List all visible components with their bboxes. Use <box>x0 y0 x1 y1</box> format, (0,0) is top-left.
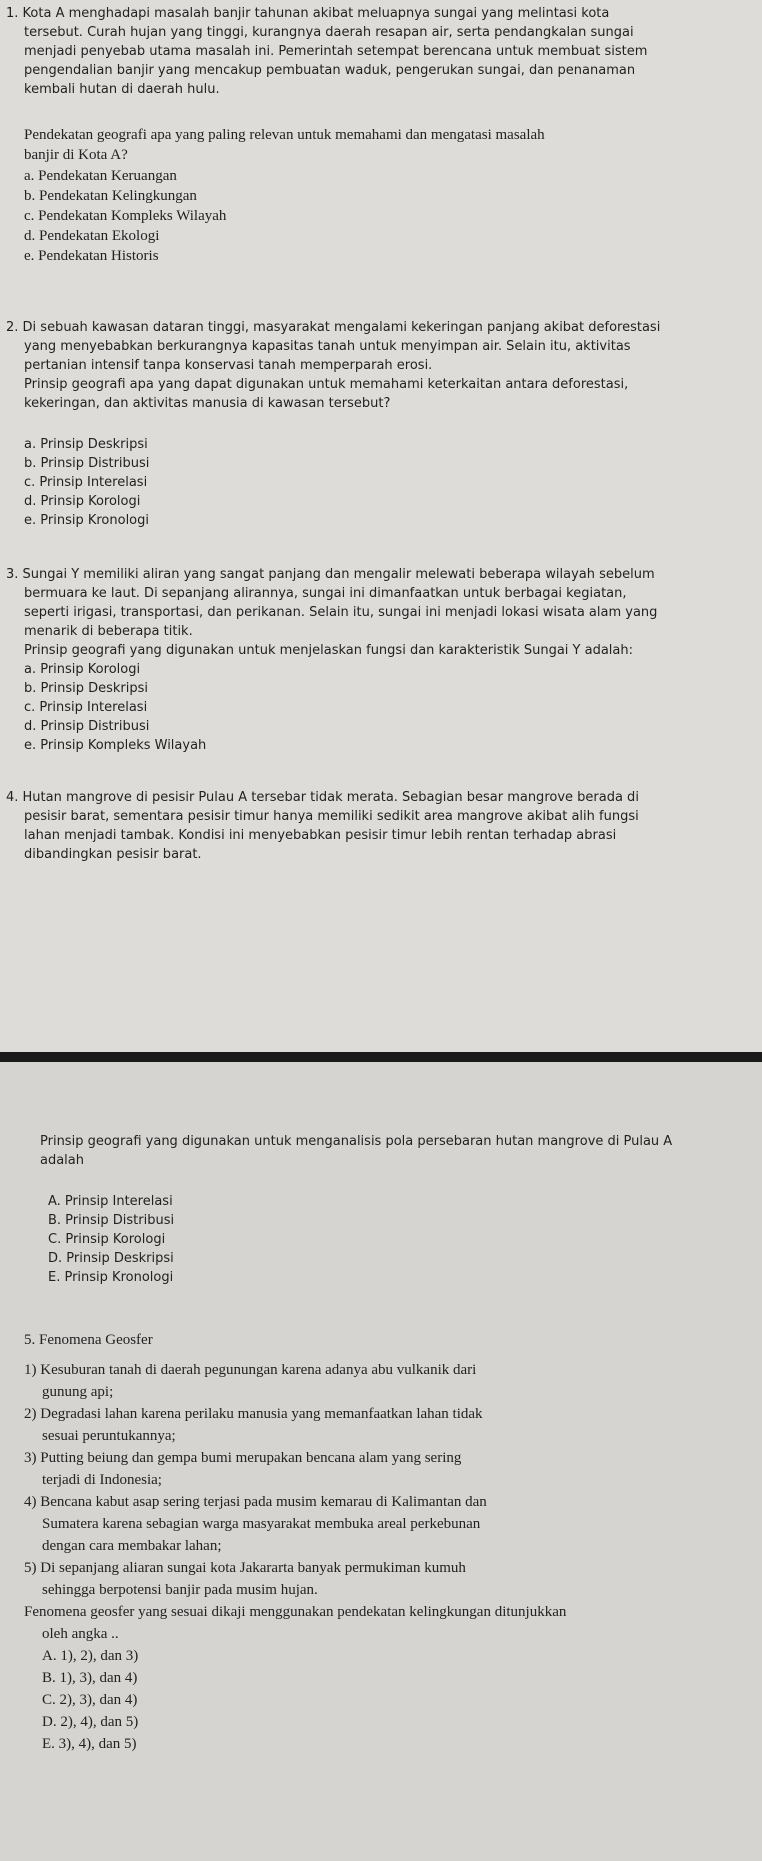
q4-line: 4. Hutan mangrove di pesisir Pulau A tersebar tidak merata. Sebagian besar mangrove berada di <box>6 790 639 805</box>
q5-line: sehingga berpotensi banjir pada musim hujan. <box>42 1582 318 1598</box>
q2-option-a[interactable]: a. Prinsip Deskripsi <box>24 437 148 452</box>
q5-option-e[interactable]: E. 3), 4), dan 5) <box>42 1736 137 1752</box>
q5-line: 5) Di sepanjang aliaran sungai kota Jakararta banyak permukiman kumuh <box>24 1560 466 1576</box>
q5-line: gunung api; <box>42 1384 114 1400</box>
q4-line: dibandingkan pesisir barat. <box>24 847 202 862</box>
q4-line: pesisir barat, sementara pesisir timur hanya memiliki sedikit area mangrove akibat alih fungsi <box>24 809 639 824</box>
q3-line: 3. Sungai Y memiliki aliran yang sangat panjang dan mengalir melewati beberapa wilayah sebelum <box>6 567 655 582</box>
q4-line: lahan menjadi tambak. Kondisi ini menyebabkan pesisir timur lebih rentan terhadap abrasi <box>24 828 617 843</box>
q4-question-line: adalah <box>40 1153 85 1168</box>
q5-option-d[interactable]: D. 2), 4), dan 5) <box>42 1714 139 1730</box>
q4-option-d[interactable]: D. Prinsip Deskripsi <box>48 1251 174 1266</box>
q1-line: tersebut. Curah hujan yang tinggi, kurangnya daerah resapan air, serta pendangkalan sungai <box>24 25 634 40</box>
q5-line: 1) Kesuburan tanah di daerah pegunungan karena adanya abu vulkanik dari <box>24 1362 477 1378</box>
q1-option-e[interactable]: e. Pendekatan Historis <box>24 248 159 264</box>
q1-option-b[interactable]: b. Pendekatan Kelingkungan <box>24 188 197 204</box>
q1-line: pengendalian banjir yang mencakup pembuatan waduk, pengerukan sungai, dan penanaman <box>24 63 636 78</box>
q3-option-d[interactable]: d. Prinsip Distribusi <box>24 719 150 734</box>
q2-option-b[interactable]: b. Prinsip Distribusi <box>24 456 150 471</box>
q3-option-a[interactable]: a. Prinsip Korologi <box>24 662 141 677</box>
q5-option-b[interactable]: B. 1), 3), dan 4) <box>42 1670 138 1686</box>
q1-question-line: Pendekatan geografi apa yang paling relevan untuk memahami dan mengatasi masalah <box>24 127 545 143</box>
q5-option-c[interactable]: C. 2), 3), dan 4) <box>42 1692 138 1708</box>
q2-line: 2. Di sebuah kawasan dataran tinggi, masyarakat mengalami kekeringan panjang akibat deforestasi <box>6 320 661 335</box>
q4-option-e[interactable]: E. Prinsip Kronologi <box>48 1270 174 1285</box>
q5-line: terjadi di Indonesia; <box>42 1472 162 1488</box>
q5-line: oleh angka .. <box>42 1626 119 1642</box>
q5-line: 2) Degradasi lahan karena perilaku manusia yang memanfaatkan lahan tidak <box>24 1406 483 1422</box>
q5-line: Fenomena geosfer yang sesuai dikaji menggunakan pendekatan kelingkungan ditunjukkan <box>24 1604 567 1620</box>
q4-option-c[interactable]: C. Prinsip Korologi <box>48 1232 166 1247</box>
page-divider <box>0 1052 762 1062</box>
q1-line: menjadi penyebab utama masalah ini. Pemerintah setempat berencana untuk membuat sistem <box>24 44 648 59</box>
q1-question-line: banjir di Kota A? <box>24 147 128 163</box>
q3-option-e[interactable]: e. Prinsip Kompleks Wilayah <box>24 738 207 753</box>
q3-option-c[interactable]: c. Prinsip Interelasi <box>24 700 148 715</box>
q2-option-d[interactable]: d. Prinsip Korologi <box>24 494 141 509</box>
q4-option-b[interactable]: B. Prinsip Distribusi <box>48 1213 175 1228</box>
q4-option-a[interactable]: A. Prinsip Interelasi <box>48 1194 173 1209</box>
q2-option-c[interactable]: c. Prinsip Interelasi <box>24 475 148 490</box>
q1-option-a[interactable]: a. Pendekatan Keruangan <box>24 168 177 184</box>
q5-line: 4) Bencana kabut asap sering terjasi pada musim kemarau di Kalimantan dan <box>24 1494 487 1510</box>
q1-option-d[interactable]: d. Pendekatan Ekologi <box>24 228 160 244</box>
q2-option-e[interactable]: e. Prinsip Kronologi <box>24 513 149 528</box>
q3-line: bermuara ke laut. Di sepanjang alirannya, sungai ini dimanfaatkan untuk berbagai kegiatan, <box>24 586 627 601</box>
q5-title: 5. Fenomena Geosfer <box>24 1332 153 1348</box>
q5-line: 3) Putting beiung dan gempa bumi merupakan bencana alam yang sering <box>24 1450 462 1466</box>
q3-option-b[interactable]: b. Prinsip Deskripsi <box>24 681 148 696</box>
q5-line: Sumatera karena sebagian warga masyarakat membuka areal perkebunan <box>42 1516 481 1532</box>
q3-line: Prinsip geografi yang digunakan untuk menjelaskan fungsi dan karakteristik Sungai Y adalah: <box>24 643 633 658</box>
q1-line: 1. Kota A menghadapi masalah banjir tahunan akibat meluapnya sungai yang melintasi kota <box>6 6 610 21</box>
q2-line: yang menyebabkan berkurangnya kapasitas tanah untuk menyimpan air. Selain itu, aktivitas <box>24 339 631 354</box>
q3-line: menarik di beberapa titik. <box>24 624 193 639</box>
q3-line: seperti irigasi, transportasi, dan perikanan. Selain itu, sungai ini menjadi lokasi wisata alam yang <box>24 605 658 620</box>
q2-line: pertanian intensif tanpa konservasi tanah memperparah erosi. <box>24 358 433 373</box>
q5-line: dengan cara membakar lahan; <box>42 1538 222 1554</box>
q2-line: Prinsip geografi apa yang dapat digunakan untuk memahami keterkaitan antara deforestasi, <box>24 377 629 392</box>
q5-option-a[interactable]: A. 1), 2), dan 3) <box>42 1648 139 1664</box>
q1-option-c[interactable]: c. Pendekatan Kompleks Wilayah <box>24 208 227 224</box>
q5-line: sesuai peruntukannya; <box>42 1428 176 1444</box>
q4-question-line: Prinsip geografi yang digunakan untuk menganalisis pola persebaran hutan mangrove di Pulau A <box>40 1134 673 1149</box>
q1-line: kembali hutan di daerah hulu. <box>24 82 220 97</box>
q2-line: kekeringan, dan aktivitas manusia di kawasan tersebut? <box>24 396 391 411</box>
